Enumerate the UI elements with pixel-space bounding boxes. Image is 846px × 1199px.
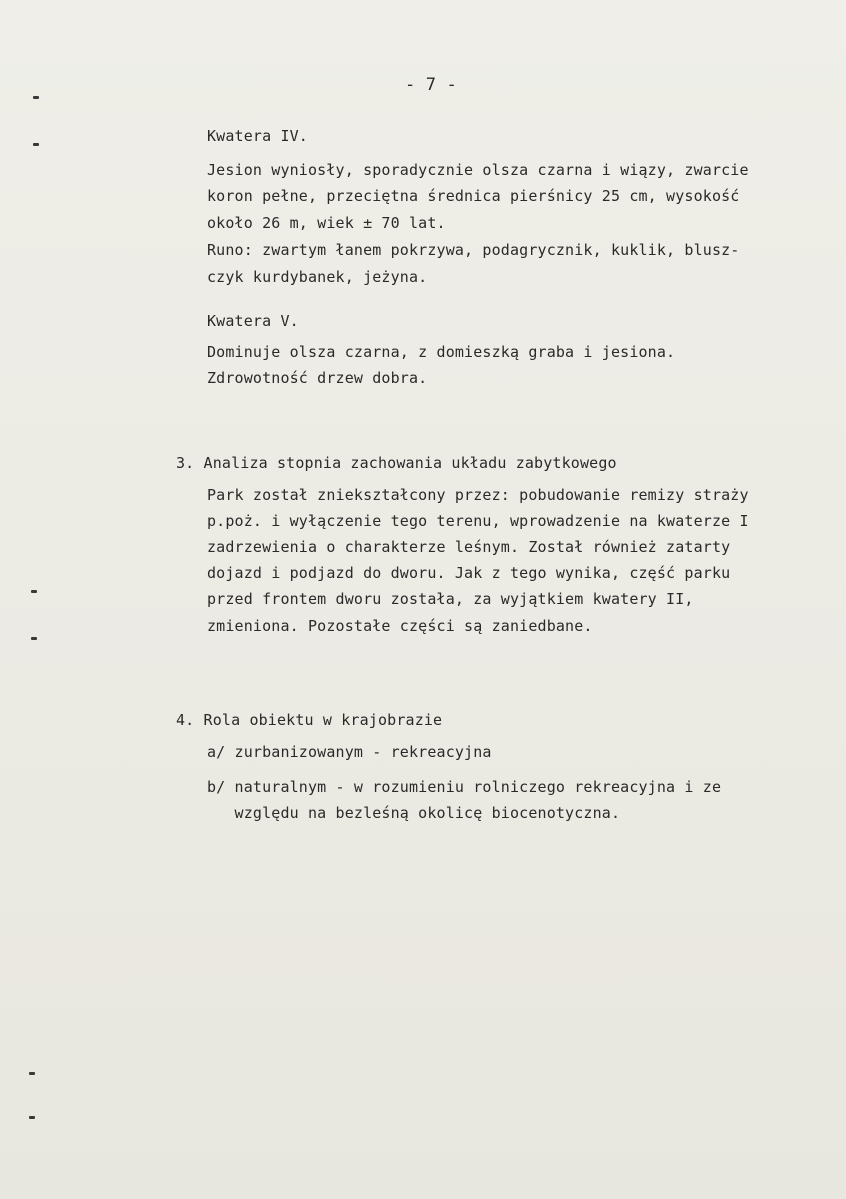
- scan-mark: [29, 1072, 35, 1075]
- list-item: a/ zurbanizowanym - rekreacyjna: [207, 743, 492, 761]
- section-heading-kwatera-v: Kwatera V.: [207, 312, 299, 330]
- scan-mark: [29, 1116, 35, 1119]
- paragraph-line: przed frontem dworu została, za wyjątkiem kwatery II,: [207, 590, 694, 608]
- paragraph-line: p.poż. i wyłączenie tego terenu, wprowadzenie na kwaterze I: [207, 512, 749, 530]
- paragraph-line: Runo: zwartym łanem pokrzywa, podagrycznik, kuklik, blusz-: [207, 241, 740, 259]
- paragraph-line: Jesion wyniosły, sporadycznie olsza czarna i wiązy, zwarcie: [207, 161, 749, 179]
- paragraph-line: około 26 m, wiek ± 70 lat.: [207, 214, 446, 232]
- paragraph-line: dojazd i podjazd do dworu. Jak z tego wynika, część parku: [207, 564, 731, 582]
- paragraph-line: zadrzewienia o charakterze leśnym. Został również zatarty: [207, 538, 731, 556]
- section-heading-3: 3. Analiza stopnia zachowania układu zabytkowego: [176, 454, 617, 472]
- list-item: względu na bezleśną okolicę biocenotyczna.: [207, 804, 621, 822]
- paragraph-line: Dominuje olsza czarna, z domieszką graba i jesiona.: [207, 343, 676, 361]
- scan-mark: [33, 143, 39, 146]
- section-heading-4: 4. Rola obiektu w krajobrazie: [176, 711, 443, 729]
- paragraph-line: Park został zniekształcony przez: pobudowanie remizy straży: [207, 486, 749, 504]
- section-heading-kwatera-iv: Kwatera IV.: [207, 127, 308, 145]
- paragraph-line: Zdrowotność drzew dobra.: [207, 369, 428, 387]
- scan-mark: [31, 590, 37, 593]
- page-number: - 7 -: [405, 75, 457, 95]
- paragraph-line: czyk kurdybanek, jeżyna.: [207, 268, 428, 286]
- scan-mark: [33, 96, 39, 99]
- list-item: b/ naturalnym - w rozumieniu rolniczego rekreacyjna i ze: [207, 778, 722, 796]
- paragraph-line: zmieniona. Pozostałe części są zaniedbane.: [207, 617, 593, 635]
- scan-mark: [31, 637, 37, 640]
- paragraph-line: koron pełne, przeciętna średnica pierśnicy 25 cm, wysokość: [207, 187, 740, 205]
